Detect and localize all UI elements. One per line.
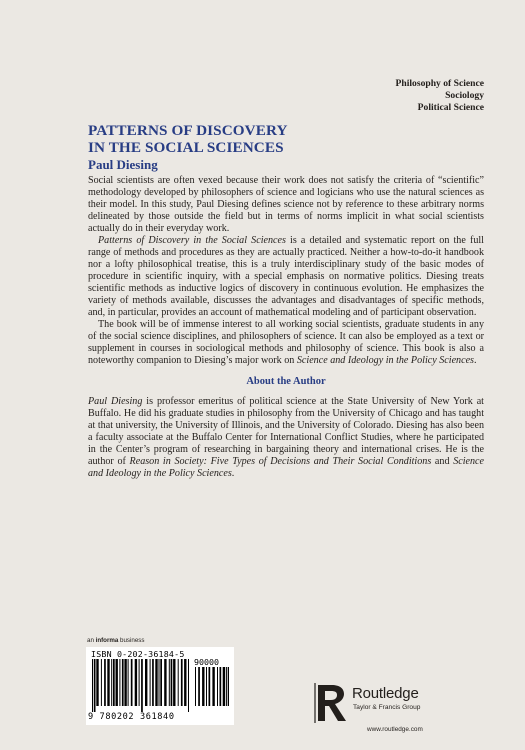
barcode-bar [139,659,140,706]
barcode-bar [173,659,175,706]
addon-code: 90000 [194,657,219,667]
barcode-bar [212,667,214,706]
addon-barcode-bars [195,667,229,712]
publisher-block [314,683,474,733]
ean-barcode-bars [92,659,190,712]
barcode-bar [209,667,211,706]
barcode-bar [159,659,160,706]
subject-category: Political Science [417,102,484,114]
book-title-italic: Patterns of Discovery in the Social Sciences [98,235,286,246]
barcode-bar [198,667,200,706]
book-title-line: PATTERNS OF DISCOVERY [88,122,288,139]
barcode-bar [169,659,170,706]
subject-category: Philosophy of Science [395,78,484,89]
barcode-bar [94,659,96,712]
barcode-bar [116,659,118,706]
barcode-bar [181,659,183,706]
barcode-bar [92,659,93,712]
barcode-bar [184,659,186,706]
barcode-bar [223,667,225,706]
barcode-bar [111,659,112,706]
barcode-bar [145,659,147,706]
subject-categories [396,78,484,115]
book-title [88,123,468,156]
author-name-italic: Paul Diesing [88,396,143,407]
barcode-bar [171,659,173,706]
barcode-bar [220,667,222,706]
barcode-bar [160,659,162,706]
blurb-paragraph: Social scientists are often vexed because their work does not satisfy the criteria of “scientific” methodology developed by philosophers of science and logicians who use the natural sciences as their model. In this study, Paul Diesing defines science not by reference to these arbitrary norms delineated by those outside the field but in terms of norms implicit in what social scientists actually do in their everyday work. [88,175,484,234]
barcode-bar [155,659,157,706]
routledge-logo-icon [314,683,348,723]
barcode-bar [152,659,154,706]
barcode-bar [164,659,166,706]
book-title-italic: Science and Ideology in the Policy Sciences [88,456,485,479]
book-title-italic: Reason in Society: Five Types of Decisions and Their Social Conditions [129,456,432,467]
barcode-bar [128,659,129,706]
barcode-bar [124,659,126,706]
barcode-bar [188,659,189,712]
about-author-heading: About the Author [246,376,326,387]
barcode-bar [96,659,98,706]
book-title-line: IN THE SOCIAL SCIENCES [88,138,284,156]
blurb [88,175,484,480]
barcode-bar [131,659,133,706]
barcode-bar [178,659,179,706]
barcode-bar [217,667,218,706]
informa-business-label: an informa business [87,637,145,644]
barcode-bar [206,667,207,706]
barcode-bar [107,659,109,706]
barcode-bar [113,659,115,706]
publisher-name: Routledge [352,685,419,702]
about-author-paragraph: Paul Diesing is professor emeritus of political science at the State University of New York at Buffalo. He did his graduate studies in philosophy from the University of Chicago and has taught at that university, the University of Illinois, and the University of Colorado. Diesing has also been a faculty associate at the Buffalo Center for International Conflict Studies, where he participated in the Center’s program of researching in bargaining theory and international crises. He is the author of Reason in Society: Five Types of Decisions and Their Social Conditions and Science and Ideology in the Policy Sciences. [88,396,485,479]
blurb-paragraph: The book will be of immense interest to all working social scientists, graduate students in any of the social science disciplines, and philosophers of science. It can also be employed as a text or supplement in courses in sociological methods and philosophy of science. This book is also a noteworthy companion to Diesing’s major work on Science and Ideology in the Policy Sciences. [88,319,484,366]
barcode-bar [202,667,204,706]
barcode-bar [104,659,106,706]
blurb-paragraph: Patterns of Discovery in the Social Sciences is a detailed and systematic report on the full range of methods and procedures as they are actually practiced. Neither a how-to-do-it handbook nor a lofty philosophical treatise, this is a truly interdisciplinary study of the basic modes of procedure in scientific inquiry, with a special emphasis on normative politics. Diesing treats scientific methods as inductive logics of discovery in continuous evolution. He emphasizes the variety of methods available, discusses the advantages and disadvantages of specific methods, and, in particular, provides an account of mathematical modeling and of participant observation. [88,235,484,318]
barcode-bar [141,659,143,712]
barcode-bar [228,667,229,706]
ean-number: 9 780202 361840 [88,712,175,722]
barcode-bar [150,659,151,706]
barcode-bar [195,667,196,706]
barcode-bar [135,659,137,706]
publisher-url: www.routledge.com [367,726,423,733]
barcode-bar [122,659,124,706]
book-author: Paul Diesing [88,157,158,172]
barcode [86,647,234,725]
book-title-italic: Science and Ideology in the Policy Sciences [296,355,474,366]
publisher-group: Taylor & Francis Group [353,704,421,711]
barcode-bar [101,659,102,706]
subject-category: Sociology [445,90,484,102]
barcode-bar [226,667,227,706]
isbn-label: ISBN 0-202-36184-5 [91,649,185,659]
barcode-bar [119,659,120,706]
